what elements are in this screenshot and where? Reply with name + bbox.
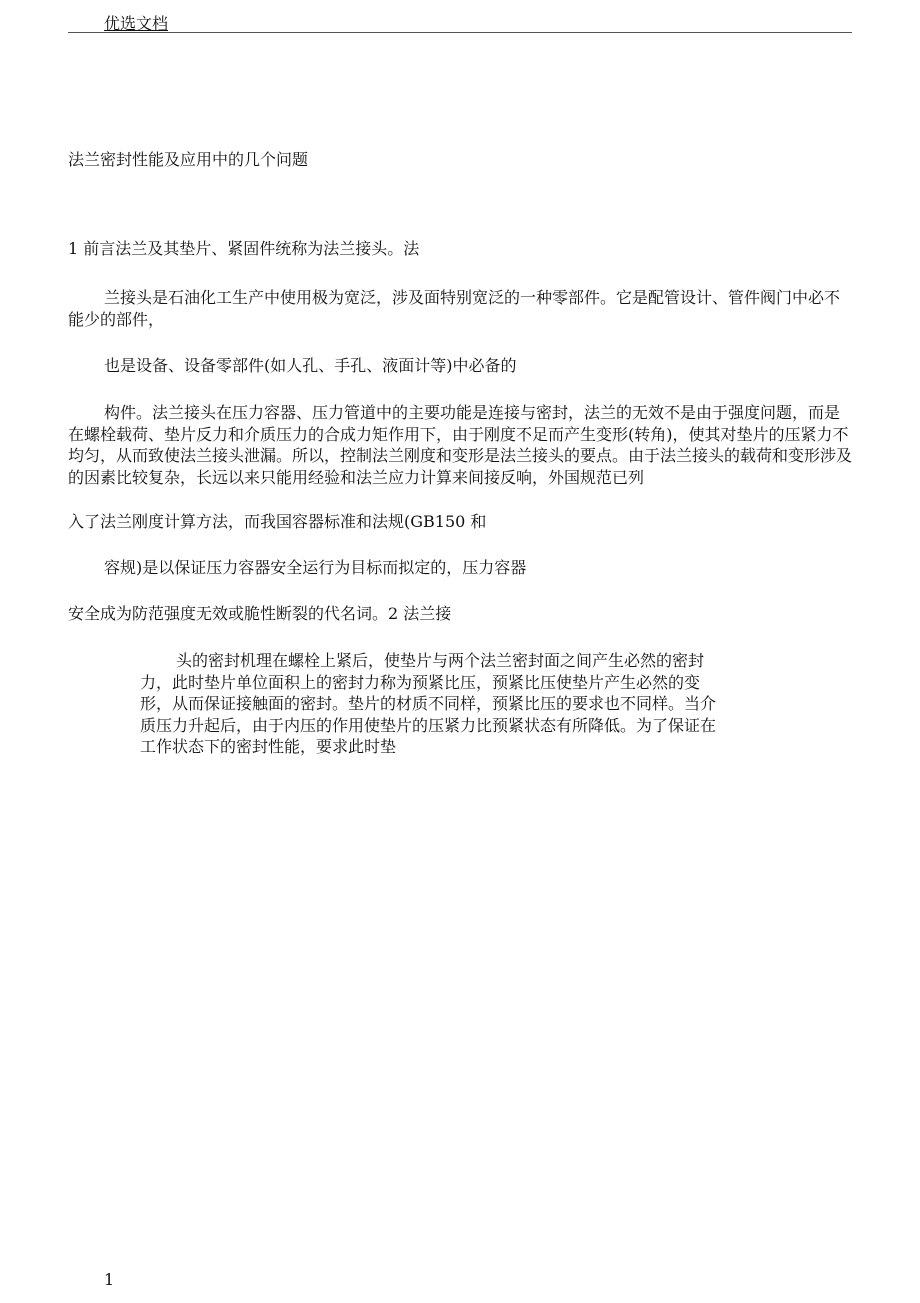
paragraph-3: 也是设备、设备零部件(如人孔、手孔、液面计等)中必备的 — [104, 356, 517, 375]
paragraph-1: 1 前言法兰及其垫片、紧固件统称为法兰接头。法 — [68, 239, 420, 258]
page-number: 1 — [104, 1270, 115, 1289]
paragraph-2: 兰接头是石油化工生产中使用极为宽泛，涉及面特别宽泛的一种零部件。它是配管设计、管件阀门中必不能少的部件， — [68, 288, 841, 329]
paragraph-8: 头的密封机理在螺栓上紧后，使垫片与两个法兰密封面之间产生必然的密封力，此时垫片单位面积上的密封力称为预紧比压，预紧比压使垫片产生必然的变形，从而保证接触面的密封。垫片的材质不同样，预紧比压的要求也不同样。当介质压力升起后，由于内压的作用使垫片的压紧力比预紧状态有所降低。为了保证在工作状态下的密封性能，要求此时垫 — [140, 651, 717, 756]
paragraph-6: 容规)是以保证压力容器安全运行为目标而拟定的，压力容器 — [104, 558, 527, 577]
page-header — [68, 10, 852, 33]
document-title: 法兰密封性能及应用中的几个问题 — [68, 150, 309, 169]
paragraph-4: 构件。法兰接头在压力容器、压力管道中的主要功能是连接与密封，法兰的无效不是由于强度问题，而是在螺栓载荷、垫片反力和介质压力的合成力矩作用下，由于刚度不足而产生变形(转角)，使其对垫片的压紧力不均匀，从而致使法兰接头泄漏。所以，控制法兰刚度和变形是法兰接头的要点。由于法兰接头的载荷和变形涉及的因素比较复杂，长远以来只能用经验和法兰应力计算来间接反响，外国规范已列 — [68, 403, 853, 487]
header-label: 优选文档 — [104, 14, 169, 33]
paragraph-5: 入了法兰刚度计算方法，而我国容器标准和法规(GB150 和 — [68, 512, 487, 531]
paragraph-7: 安全成为防范强度无效或脆性断裂的代名词。2 法兰接 — [68, 604, 452, 623]
